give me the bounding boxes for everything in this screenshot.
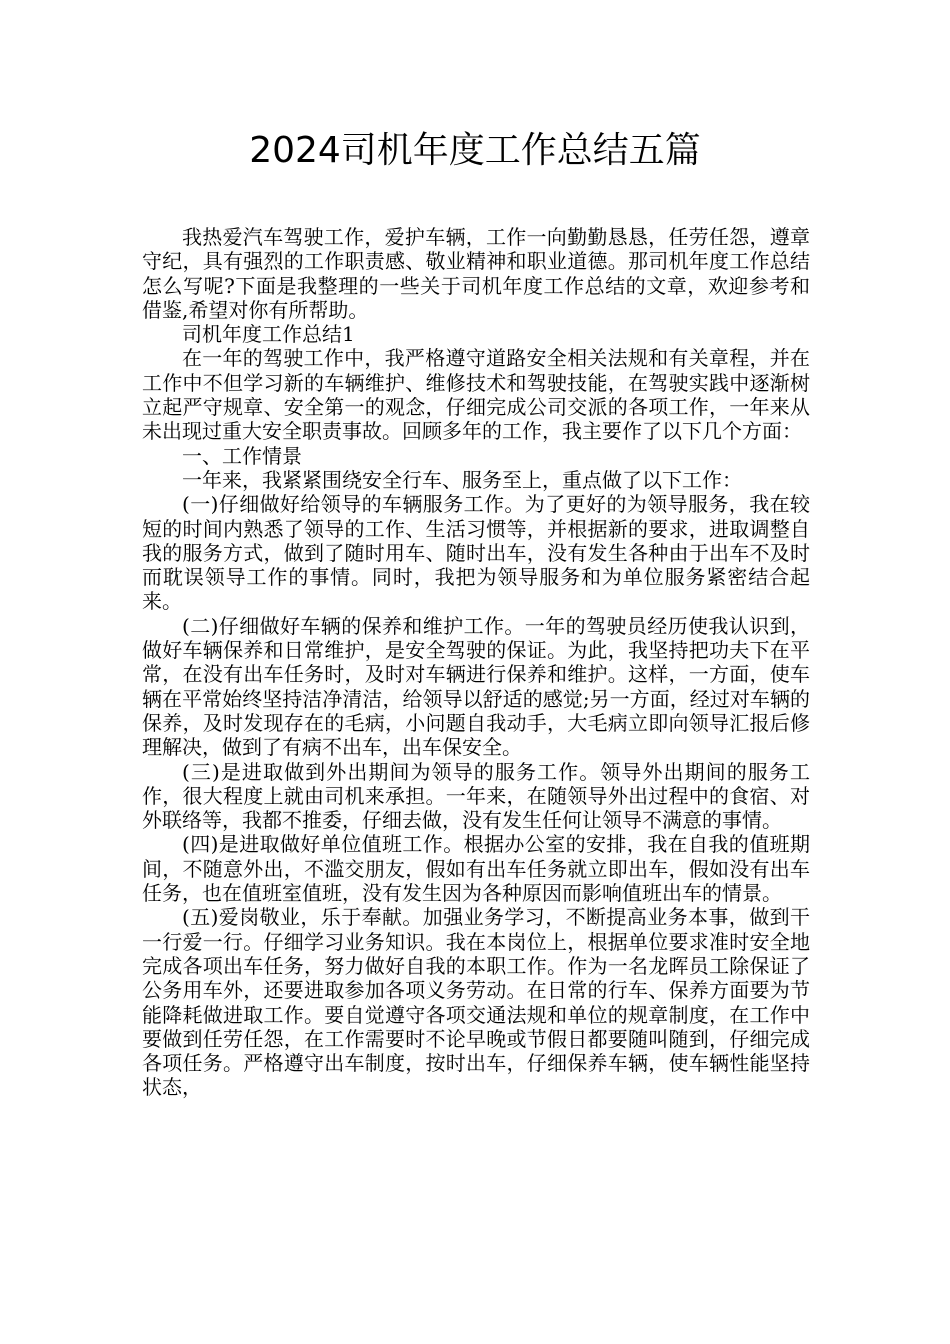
paragraph: (四)是进取做好单位值班工作。根据办公室的安排，我在自我的值班期间，不随意外出，不滥交朋友，假如有出车任务就立即出车，假如没有出车任务，也在值班室值班，没有发生因为各种原因而影响值班出车的情景。 bbox=[142, 832, 810, 906]
paragraph: 一年来，我紧紧围绕安全行车、服务至上，重点做了以下工作： bbox=[182, 467, 742, 492]
paragraph-intro: 我热爱汽车驾驶工作，爱护车辆，工作一向勤勤恳恳，任劳任怨，遵章守纪，具有强烈的工作职责感、敬业精神和职业道德。那司机年度工作总结怎么写呢?下面是我整理的一些关于司机年度工作总结的文章，欢迎参考和借鉴,希望对你有所帮助。 bbox=[142, 225, 810, 322]
paragraph: (五)爱岗敬业，乐于奉献。加强业务学习，不断提高业务本事，做到干一行爱一行。仔细学习业务知识。我在本岗位上，根据单位要求准时安全地完成各项出车任务，努力做好自我的本职工作。作为一名龙晖员工除保证了公务用车外，还要进取参加各项义务劳动。在日常的行车、保养方面要为节能降耗做进取工作。要自觉遵守各项交通法规和单位的规章制度，在工作中要做到任劳任怨，在工作需要时不论早晚或节假日都要随叫随到，仔细完成各项任务。严格遵守出车制度，按时出车，仔细保养车辆，使车辆性能坚持状态， bbox=[142, 905, 810, 1100]
document-title: 2024司机年度工作总结五篇 bbox=[249, 130, 701, 171]
paragraph: (三)是进取做到外出期间为领导的服务工作。领导外出期间的服务工作，很大程度上就由司机来承担。一年来，在随领导外出过程中的食宿、对外联络等，我都不推委，仔细去做，没有发生任何让领导不满意的事情。 bbox=[142, 759, 810, 833]
paragraph: 在一年的驾驶工作中，我严格遵守道路安全相关法规和有关章程，并在工作中不但学习新的车辆维护、维修技术和驾驶技能，在驾驶实践中逐渐树立起严守规章、安全第一的观念，仔细完成公司交派的各项工作，一年来从未出现过重大安全职责事故。回顾多年的工作，我主要作了以下几个方面： bbox=[142, 346, 810, 444]
paragraph: (二)仔细做好车辆的保养和维护工作。一年的驾驶员经历使我认识到，做好车辆保养和日常维护，是安全驾驶的保证。为此，我坚持把功夫下在平常，在没有出车任务时，及时对车辆进行保养和维护。这样，一方面，使车辆在平常始终坚持洁净清洁，给领导以舒适的感觉;另一方面，经过对车辆的保养，及时发现存在的毛病，小问题自我动手，大毛病立即向领导汇报后修理解决，做到了有病不出车，出车保安全。 bbox=[142, 613, 810, 760]
paragraph-subheading: 一、工作情景 bbox=[182, 443, 302, 468]
document-body bbox=[142, 225, 810, 1100]
paragraph: (一)仔细做好给领导的车辆服务工作。为了更好的为领导服务，我在较短的时间内熟悉了领导的工作、生活习惯等，并根据新的要求，进取调整自我的服务方式，做到了随时用车、随时出车，没有发生各种由于出车不及时而耽误领导工作的事情。同时，我把为领导服务和为单位服务紧密结合起来。 bbox=[142, 492, 810, 614]
paragraph-section-heading: 司机年度工作总结1 bbox=[182, 322, 355, 347]
